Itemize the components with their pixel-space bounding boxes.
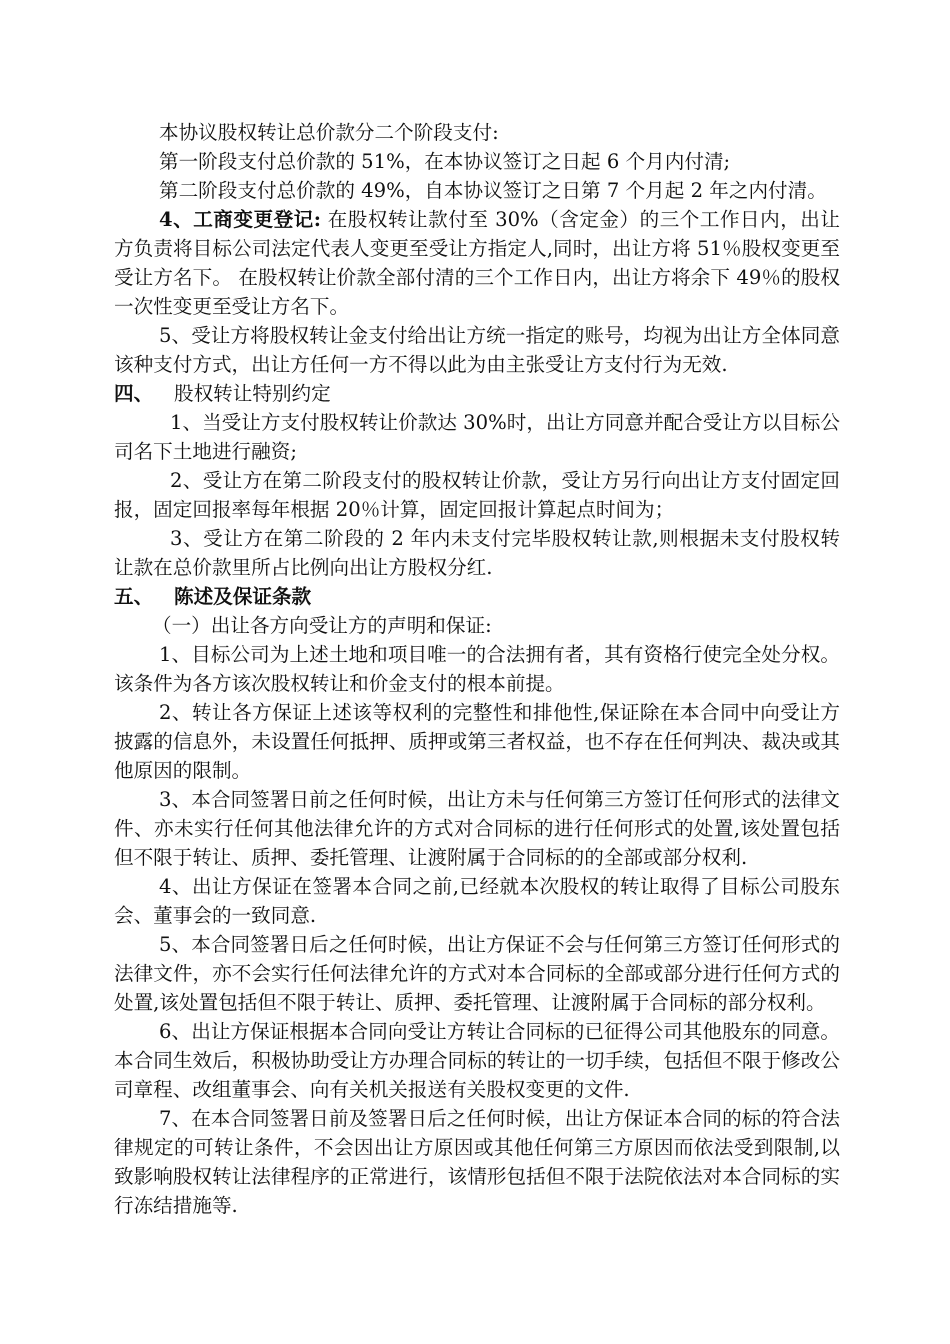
paragraph-payment-stages: 本协议股权转让总价款分二个阶段支付: (159, 121, 499, 144)
paragraph-stage-one: 第一阶段支付总价款的 51%，在本协议签订之日起 6 个月内付清; (159, 150, 731, 173)
section-5-item: 7、在本合同签署日前及签署日后之任何时候，出让方保证本合同的标的符合法律规定的可转让条件，不会因出让方原因或其他任何第三方原因而依法受到限制,以致影响股权转让法律程序的正常进行，该情形包括但不限于法院依法对本合同标的实行冻结措施等. (114, 1107, 840, 1217)
registration-label: 4、工商变更登记: (159, 208, 321, 231)
section-5-item: 2、转让各方保证上述该等权利的完整性和排他性,保证除在本合同中向受让方披露的信息外，未设置任何抵押、质押或第三者权益，也不存在任何判决、裁决或其他原因的限制。 (114, 701, 840, 782)
registration-text: 在股权转让款付至 30%（含定金）的三个工作日内，出让方负责将目标公司法定代表人变更至受让方指定人,同时，出让方将 51％股权变更至受让方名下。 在股权转让价款全部付清的三个工作日内，出让方将余下 49％的股权一次性变更至受让方名下。 (114, 208, 840, 318)
paragraph-registration (114, 205, 840, 321)
section-5-item: 5、本合同签署日后之任何时候，出让方保证不会与任何第三方签订任何形式的法律文件，亦不会实行任何法律允许的方式对本合同标的全部或部分进行任何方式的处置,该处置包括但不限于转让、质押、委托管理、让渡附属于合同标的部分权利。 (114, 933, 840, 1014)
section-4-heading (114, 379, 840, 408)
section-4-item: 1、当受让方支付股权转让价款达 30%时，出让方同意并配合受让方以目标公司名下土地进行融资; (114, 411, 840, 463)
section-4-title: 股权转让特别约定 (174, 382, 331, 405)
section-5-title: 陈述及保证条款 (174, 585, 312, 608)
paragraph-payment-account: 5、受让方将股权转让金支付给出让方统一指定的账号，均视为出让方全体同意该种支付方式，出让方任何一方不得以此为由主张受让方支付行为无效. (114, 324, 840, 376)
section-5-item: 4、出让方保证在签署本合同之前,已经就本次股权的转让取得了目标公司股东会、董事会的一致同意. (114, 875, 840, 927)
section-5-item: 6、出让方保证根据本合同向受让方转让合同标的已征得公司其他股东的同意。本合同生效后，积极协助受让方办理合同标的转让的一切手续，包括但不限于修改公司章程、改组董事会、向有关机关报送有关股权变更的文件. (114, 1020, 840, 1101)
section-4-number: 四、 (114, 382, 154, 405)
section-4-item: 3、受让方在第二阶段的 2 年内未支付完毕股权转让款,则根据未支付股权转让款在总价款里所占比例向出让方股权分红. (114, 527, 840, 579)
section-5-number: 五、 (114, 585, 154, 608)
section-5-item: 1、目标公司为上述土地和项目唯一的合法拥有者，其有资格行使完全处分权。该条件为各方该次股权转让和价金支付的根本前提。 (114, 643, 840, 695)
section-5-subheading: （一）出让各方向受让方的声明和保证: (152, 614, 492, 637)
document-page (114, 118, 840, 1220)
paragraph-stage-two: 第二阶段支付总价款的 49%，自本协议签订之日第 7 个月起 2 年之内付清。 (159, 179, 827, 202)
section-5-heading (114, 582, 840, 611)
section-5-item: 3、本合同签署日前之任何时候，出让方未与任何第三方签订任何形式的法律文件、亦未实行任何其他法律允许的方式对合同标的进行任何形式的处置,该处置包括但不限于转让、质押、委托管理、让渡附属于合同标的的全部或部分权利. (114, 788, 840, 869)
section-4-item: 2、受让方在第二阶段支付的股权转让价款，受让方另行向出让方支付固定回报，固定回报率每年根据 20％计算，固定回报计算起点时间为； (114, 469, 840, 521)
